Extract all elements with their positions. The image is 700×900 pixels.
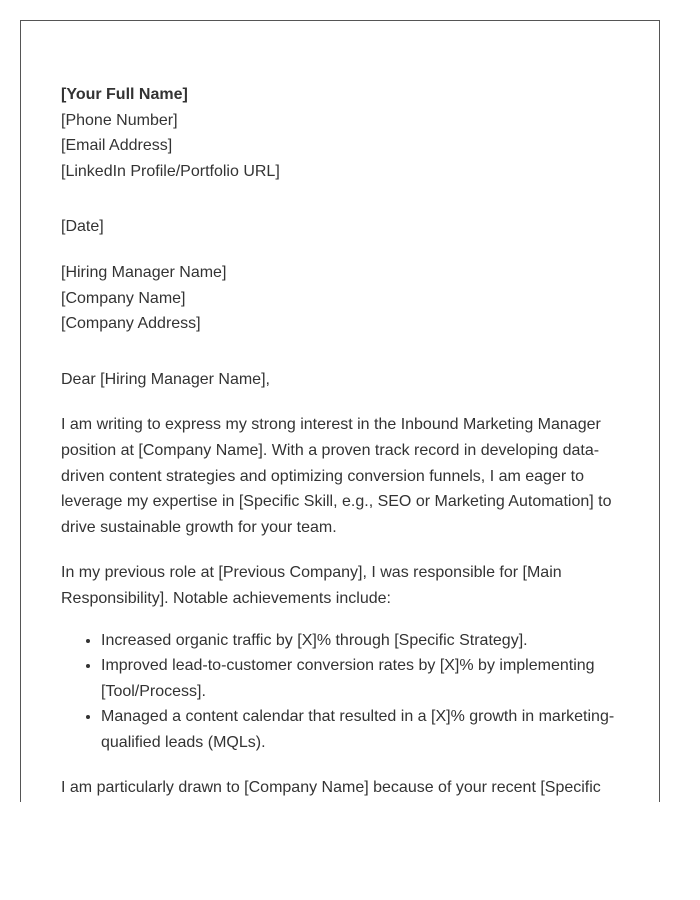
sender-email: [Email Address] bbox=[61, 137, 173, 155]
recipient-manager: [Hiring Manager Name] bbox=[61, 263, 227, 281]
sender-linkedin: [LinkedIn Profile/Portfolio URL] bbox=[61, 162, 280, 180]
closing-paragraph: I am particularly drawn to [Company Name] because of your recent [Specific bbox=[61, 779, 601, 797]
letter-content bbox=[61, 82, 621, 801]
sender-full-name: [Your Full Name] bbox=[61, 86, 188, 103]
recipient-block bbox=[61, 260, 621, 337]
experience-paragraph: In my previous role at [Previous Company], I was responsible for [Main Responsibility]. Notable achievements include: bbox=[61, 564, 562, 607]
letter-page bbox=[20, 20, 660, 802]
recipient-address: [Company Address] bbox=[61, 315, 201, 333]
date-block bbox=[61, 214, 621, 240]
achievements-list bbox=[61, 628, 621, 756]
recipient-company: [Company Name] bbox=[61, 289, 186, 307]
sender-block bbox=[61, 82, 621, 184]
list-item: • Increased organic traffic by [X]% through [Specific Strategy]. bbox=[101, 628, 621, 654]
salutation: Dear [Hiring Manager Name], bbox=[61, 370, 270, 388]
intro-paragraph: I am writing to express my strong interest in the Inbound Marketing Manager position at [Company Name]. With a proven track record in developing data-driven content strategies and optimizing conversion funnels, I am eager to leverage my expertise in [Specific Skill, e.g., SEO or Marketing Automation] to drive sustainable growth for your team. bbox=[61, 416, 612, 536]
letter-date: [Date] bbox=[61, 218, 104, 236]
sender-phone: [Phone Number] bbox=[61, 111, 178, 129]
list-item: • Managed a content calendar that resulted in a [X]% growth in marketing-qualified leads (MQLs). bbox=[101, 704, 621, 755]
list-item: • Improved lead-to-customer conversion rates by [X]% by implementing [Tool/Process]. bbox=[101, 653, 621, 704]
